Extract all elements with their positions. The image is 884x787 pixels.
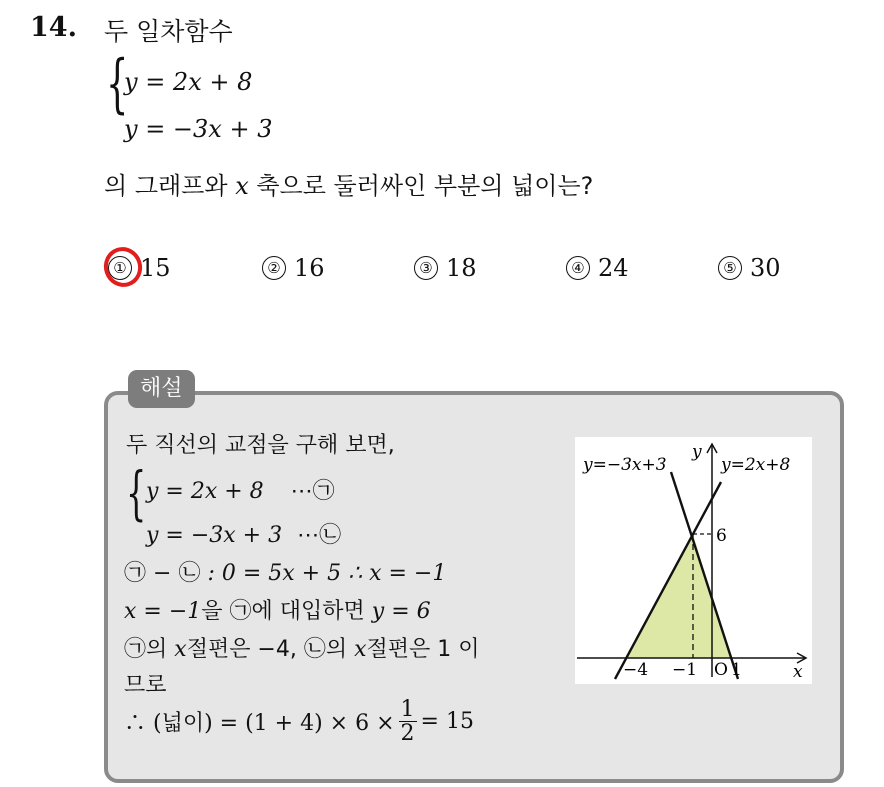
question-text-part2: 축으로 둘러싸인 부분의 넓이는? xyxy=(248,172,594,200)
y-axis-label: y xyxy=(692,442,702,462)
label-line-2x-plus-8: y=2x+8 xyxy=(721,455,791,475)
area-formula: ∴ (넓이) = (1 + 4) × 6 × xyxy=(124,711,395,737)
x-axis-label: x xyxy=(793,662,803,682)
choice-5-marker: ⑤ xyxy=(718,256,742,280)
question-variable: x xyxy=(235,172,249,200)
origin-label: O xyxy=(714,660,728,680)
solution-substitute-line xyxy=(124,594,431,625)
label-giyeok-3: ㉠ xyxy=(124,637,147,662)
label-line-neg3x-plus-3: y=−3x+3 xyxy=(583,455,667,475)
solution-eq2-line xyxy=(146,518,341,549)
minus-sign: − xyxy=(146,561,179,586)
intercept-text-4: 절편은 1 이 xyxy=(366,637,480,662)
shaded-region xyxy=(626,534,731,658)
choice-5[interactable] xyxy=(718,254,781,282)
choice-4[interactable] xyxy=(566,254,629,282)
choice-3[interactable] xyxy=(414,254,477,282)
answer-choices xyxy=(104,254,804,288)
choice-3-value: 18 xyxy=(446,254,477,282)
choice-2[interactable] xyxy=(262,254,325,282)
label-nieun: ㉡ xyxy=(178,561,201,586)
choice-4-value: 24 xyxy=(598,254,629,282)
solution-eq2: y = −3x + 3 xyxy=(146,523,283,548)
solution-therefore-line: 므로 xyxy=(124,673,167,698)
choice-1-marker: ① xyxy=(108,256,132,280)
one-half-fraction xyxy=(399,698,417,745)
choice-4-marker: ④ xyxy=(566,256,590,280)
solution-eq1-tag: ⋯㉠ xyxy=(290,479,335,504)
solution-tab-label: 해설 xyxy=(128,370,195,408)
y-value: y = 6 xyxy=(371,599,431,624)
solution-eq2-tag: ⋯㉡ xyxy=(297,523,342,548)
label-nieun-2: ㉡ xyxy=(303,637,326,662)
tick-label-neg1: −1 xyxy=(672,660,698,680)
equation-1: y = 2x + 8 xyxy=(124,68,253,96)
fraction-denominator: 2 xyxy=(400,721,415,747)
choice-1-value: 15 xyxy=(140,254,171,282)
substitute-text-1: 을 xyxy=(201,599,230,624)
selected-answer-mark xyxy=(99,242,148,292)
equation-brace: { xyxy=(106,47,129,121)
intercept-var-1: x xyxy=(174,637,187,662)
choice-2-marker: ② xyxy=(262,256,286,280)
choice-5-value: 30 xyxy=(750,254,781,282)
x-value: x = −1 xyxy=(124,599,202,624)
solution-graph xyxy=(575,437,812,684)
subtraction-result: : 0 = 5x + 5 ∴ x = −1 xyxy=(200,561,447,586)
question-text-part1: 의 그래프와 xyxy=(104,172,236,200)
intercept-text-3: 의 xyxy=(325,637,355,662)
tick-label-neg4: −4 xyxy=(623,660,649,680)
solution-eq1-line xyxy=(146,474,335,505)
substitute-text-2: 에 대입하면 xyxy=(251,599,372,624)
choice-2-value: 16 xyxy=(294,254,325,282)
tick-label-6: 6 xyxy=(716,526,727,546)
question-number: 14. xyxy=(30,12,77,43)
graph-svg xyxy=(575,437,812,684)
solution-intro: 두 직선의 교점을 구해 보면, xyxy=(126,433,395,458)
solution-subtraction-line xyxy=(124,556,446,587)
solution-eq1: y = 2x + 8 xyxy=(146,479,264,504)
area-result: = 15 xyxy=(420,709,474,735)
intercept-text-2: 절편은 −4, xyxy=(186,637,304,662)
solution-area-line xyxy=(124,698,474,745)
solution-intercept-line xyxy=(124,632,480,663)
intercept-var-2: x xyxy=(354,637,367,662)
choice-3-marker: ③ xyxy=(414,256,438,280)
tick-label-1: 1 xyxy=(731,660,742,680)
choice-1[interactable] xyxy=(108,254,171,282)
solution-brace: { xyxy=(126,459,147,527)
intercept-text-1: 의 xyxy=(146,637,175,662)
fraction-numerator: 1 xyxy=(400,697,415,722)
question-text xyxy=(104,166,593,201)
label-giyeok: ㉠ xyxy=(124,561,147,586)
equation-2: y = −3x + 3 xyxy=(124,115,273,143)
question-title: 두 일차함수 xyxy=(104,17,233,46)
label-giyeok-2: ㉠ xyxy=(229,599,252,624)
